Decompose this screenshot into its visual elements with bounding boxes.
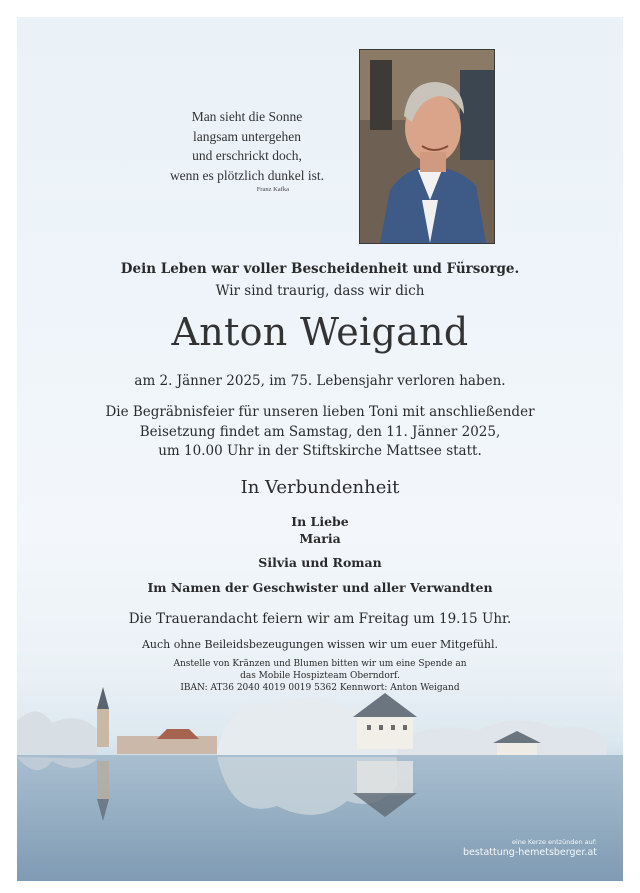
closing-heading: In Verbundenheit <box>240 477 400 498</box>
quote-author: Franz Kafka <box>256 186 289 193</box>
quote-line: Man sieht die Sonne <box>191 109 303 124</box>
kafka-quote <box>147 107 347 195</box>
intro-line-2: Wir sind traurig, dass wir dich <box>215 283 425 299</box>
mourner-line: Maria <box>299 531 341 546</box>
funeral-line: Die Begräbnisfeier für unseren lieben Toni mit anschließender <box>105 404 535 420</box>
mourner-line: Im Namen der Geschwister und aller Verwandten <box>147 580 493 595</box>
candle-text: eine Kerze entzünden auf: <box>511 838 597 846</box>
donation-line: Anstelle von Kränzen und Blumen bitten wir um eine Spende an <box>173 659 467 669</box>
funeral-info <box>17 403 623 462</box>
quote-line: und erschrickt doch, <box>192 148 302 163</box>
intro-line-1: Dein Leben war voller Bescheidenheit und Fürsorge. <box>120 261 520 277</box>
mourners-block <box>17 513 623 547</box>
portrait-photo-icon <box>360 50 494 243</box>
funeral-line: Beisetzung findet am Samstag, den 11. Jänner 2025, <box>139 423 501 440</box>
mourner-line: Silvia und Roman <box>258 555 382 570</box>
quote-line: langsam untergehen <box>192 128 302 144</box>
mourner-line: In Liebe <box>291 514 349 529</box>
deceased-name: Anton Weigand <box>171 310 469 354</box>
donation-line: das Mobile Hospizteam Oberndorf. <box>240 670 400 681</box>
funeral-line: um 10.00 Uhr in der Stiftskirche Mattsee statt. <box>158 443 482 459</box>
condolence-note: Auch ohne Beileidsbezeugungen wissen wir um euer Mitgefühl. <box>141 638 499 651</box>
website-link[interactable]: bestattung-hemetsberger.at <box>462 847 597 858</box>
andacht-line: Die Trauerandacht feiern wir am Freitag um 19.15 Uhr. <box>128 611 512 627</box>
portrait-illustration <box>360 50 494 243</box>
death-date-line: am 2. Jänner 2025, im 75. Lebensjahr verloren haben. <box>134 373 506 389</box>
donation-line: IBAN: AT36 2040 4019 0019 5362 Kennwort: Anton Weigand <box>180 682 460 693</box>
website-footer <box>463 838 597 859</box>
quote-line: wenn es plötzlich dunkel ist. <box>169 167 325 183</box>
obituary-card <box>17 17 623 881</box>
